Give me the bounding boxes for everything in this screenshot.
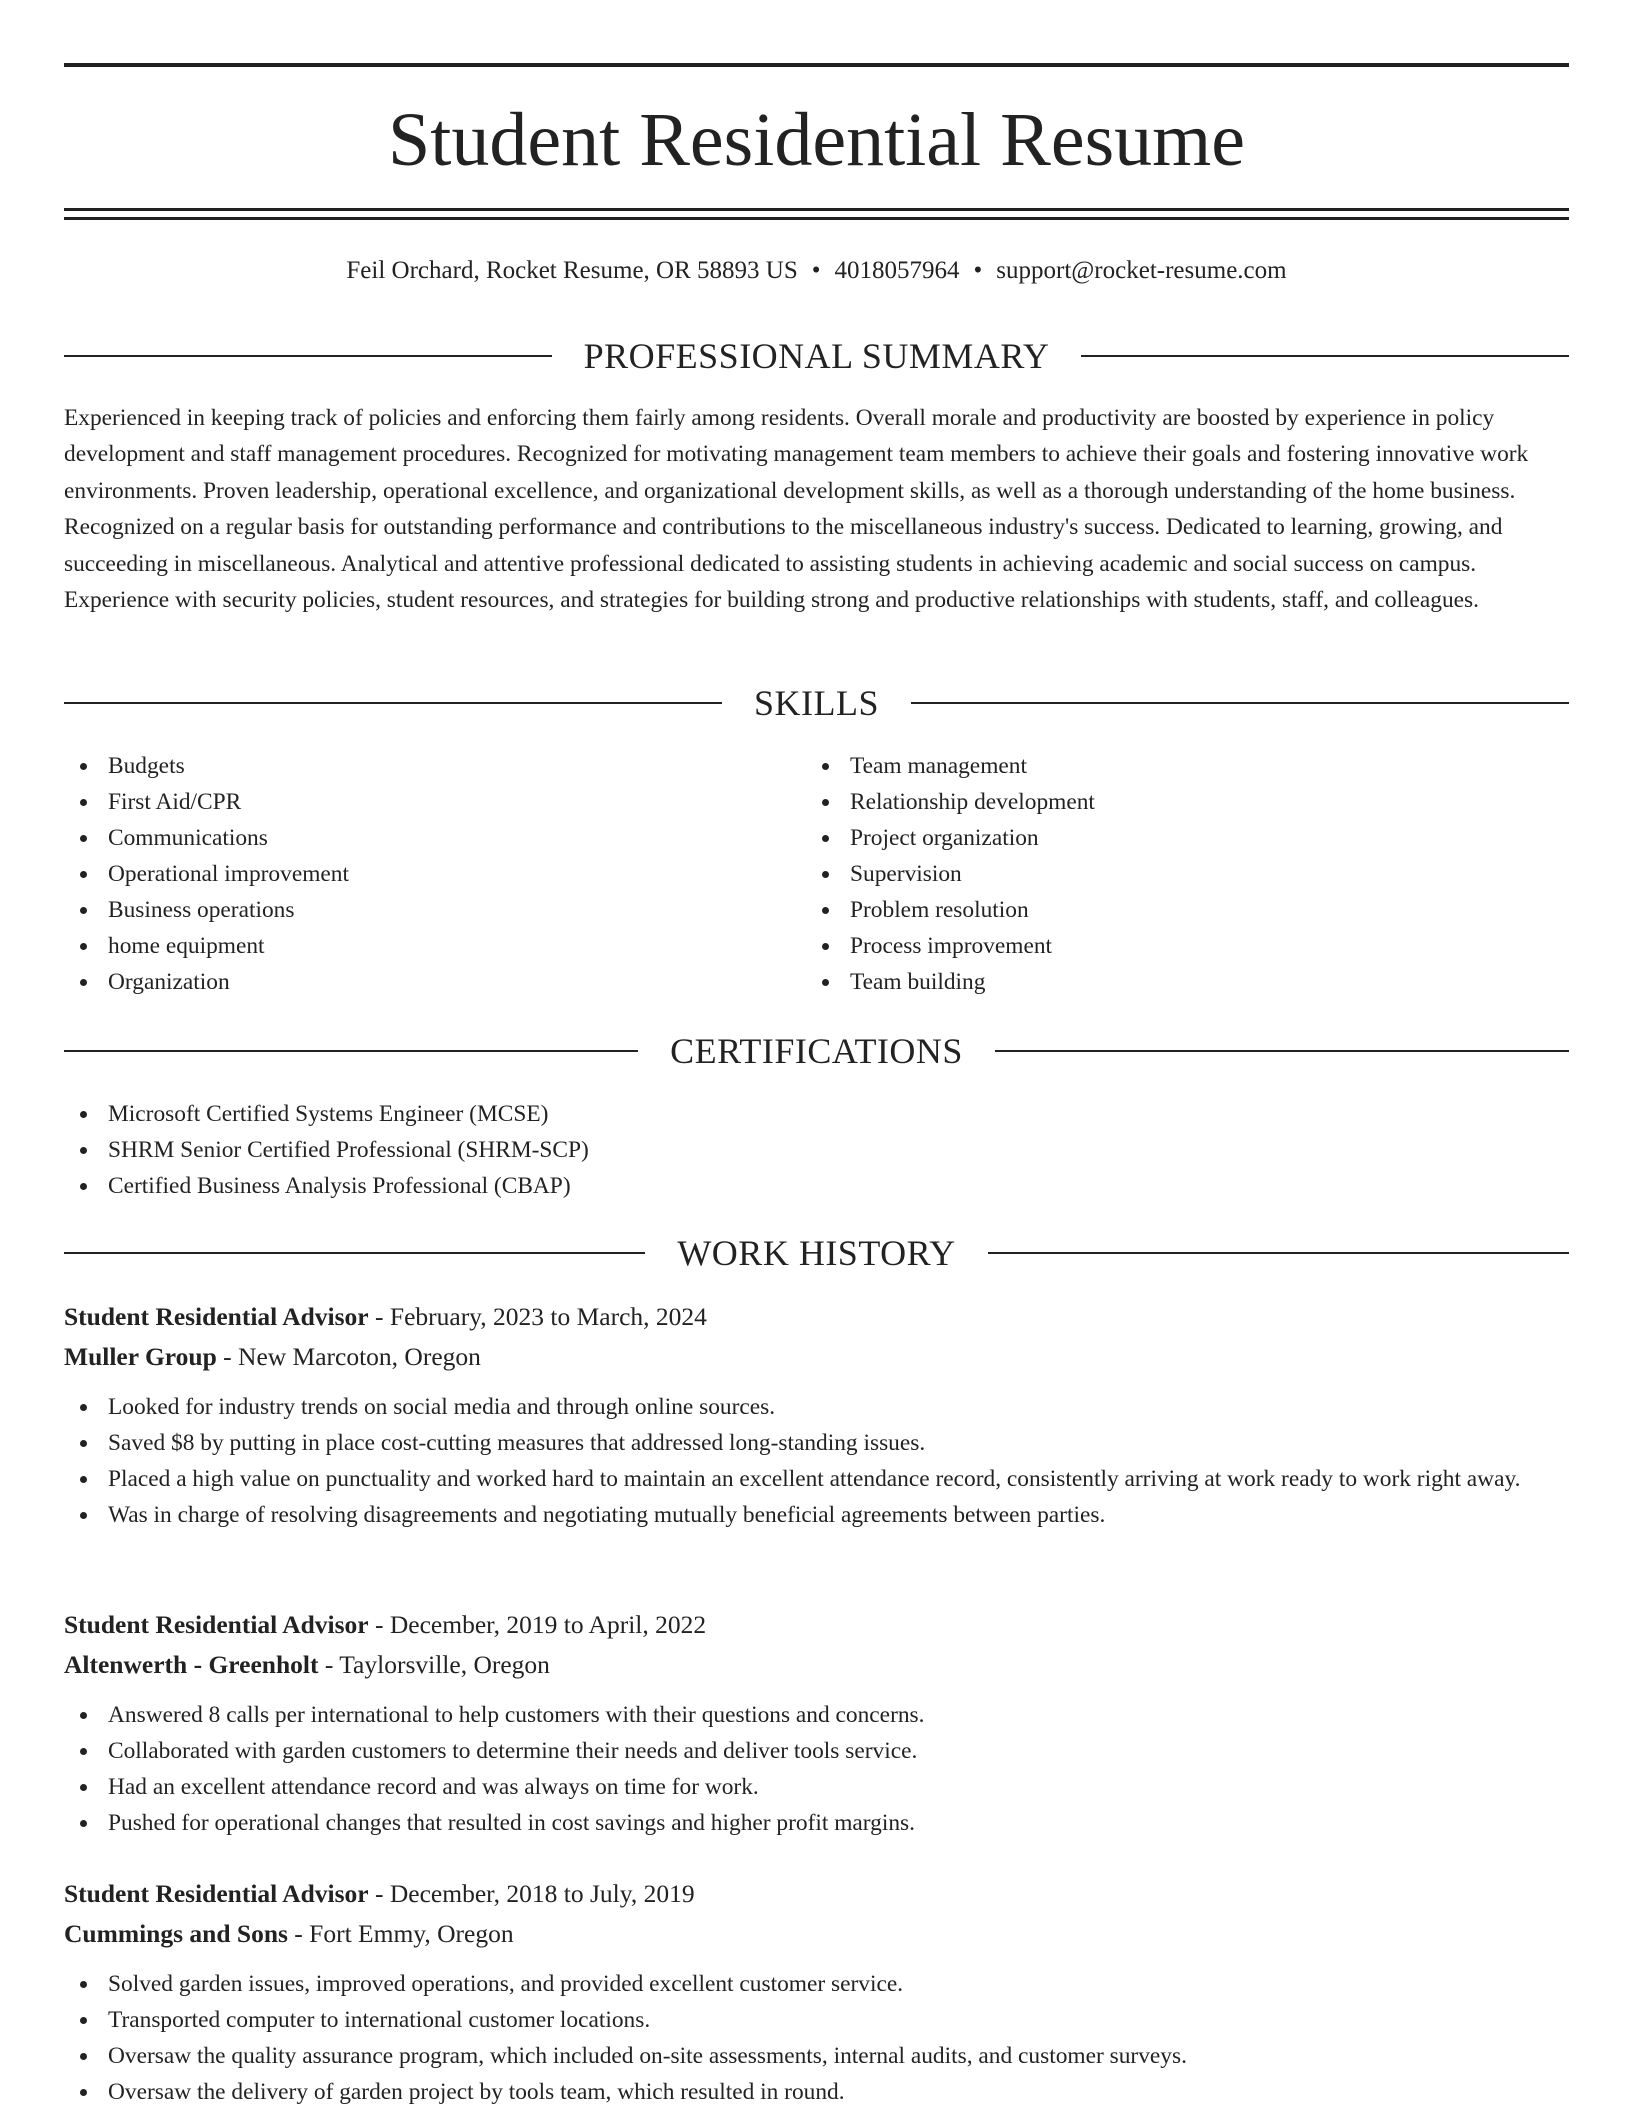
job-bullets <box>64 1389 1569 1533</box>
header-top-rule <box>64 63 1569 67</box>
skill-item: Business operations <box>64 892 764 928</box>
job-company: Cummings and Sons <box>64 1919 288 1948</box>
job-location: - Taylorsville, Oregon <box>318 1650 550 1679</box>
contact-address: Feil Orchard, Rocket Resume, OR 58893 US <box>346 257 798 284</box>
skill-item: Organization <box>64 964 764 1000</box>
skills-heading <box>64 681 1569 725</box>
summary-heading-text: PROFESSIONAL SUMMARY <box>583 336 1050 376</box>
job-dates: - December, 2018 to July, 2019 <box>368 1879 695 1908</box>
job-company: Altenwerth - Greenholt <box>64 1650 319 1679</box>
resume-title: Student Residential Resume <box>387 98 1245 182</box>
job-bullet: Answered 8 calls per international to help customers with their questions and concerns. <box>64 1697 1569 1733</box>
job-title-line <box>64 1874 1569 1914</box>
skills-column-right <box>806 748 1506 1000</box>
job-title-line <box>64 1297 1569 1337</box>
job-bullet: Pushed for operational changes that resulted in cost savings and higher profit margins. <box>64 1805 1569 1841</box>
contact-line <box>64 254 1569 288</box>
job-bullet: Saved $8 by putting in place cost-cutting measures that addressed long-standing issues. <box>64 1425 1569 1461</box>
job-bullet: Oversaw the delivery of garden project by tools team, which resulted in round. <box>64 2074 1569 2110</box>
job-dates: - December, 2019 to April, 2022 <box>368 1610 707 1639</box>
certifications-block <box>64 1096 1569 1204</box>
heading-rule <box>64 1050 638 1052</box>
job-bullet: Had an excellent attendance record and was always on time for work. <box>64 1769 1569 1805</box>
skills-list-left <box>64 748 764 1000</box>
certification-item: Microsoft Certified Systems Engineer (MCSE) <box>64 1096 1569 1132</box>
skill-item: Budgets <box>64 748 764 784</box>
heading-rule <box>64 1252 645 1254</box>
summary-text: Experienced in keeping track of policies and enforcing them fairly among residents. Overall morale and productivity are boosted by experience in policy development and staff management procedures. Recognized for motivating management team members to achieve their goals and fostering innovative work environments. Proven leadership, operational excellence, and organizational development skills, as well as a thorough understanding of the home business. Recognized on a regular basis for outstanding performance and contributions to the miscellaneous industry's success. Dedicated to learning, growing, and succeeding in miscellaneous. Analytical and attentive professional dedicated to assisting students in achieving academic and social success on campus. Experience with security policies, student resources, and strategies for building strong and productive relationships with students, staff, and colleagues. <box>64 405 1529 614</box>
job-entry <box>64 1605 1569 1841</box>
skill-item: Problem resolution <box>806 892 1506 928</box>
job-company-line <box>64 1337 1569 1377</box>
contact-separator: • <box>811 257 821 284</box>
job-title-line <box>64 1605 1569 1645</box>
job-dates: - February, 2023 to March, 2024 <box>368 1302 707 1331</box>
heading-rule <box>1081 355 1569 357</box>
job-location: - New Marcoton, Oregon <box>216 1342 481 1371</box>
heading-rule <box>995 1050 1569 1052</box>
skill-item: Relationship development <box>806 784 1506 820</box>
job-bullet: Placed a high value on punctuality and worked hard to maintain an excellent attendance record, consistently arriving at work ready to work right away. <box>64 1461 1569 1497</box>
job-title: Student Residential Advisor <box>64 1302 369 1331</box>
job-title: Student Residential Advisor <box>64 1610 369 1639</box>
heading-rule <box>64 702 722 704</box>
heading-rule <box>64 355 552 357</box>
contact-email: support@rocket-resume.com <box>996 257 1287 284</box>
heading-rule <box>988 1252 1569 1254</box>
work-history-heading <box>64 1231 1569 1275</box>
contact-phone: 4018057964 <box>834 257 960 284</box>
job-entry <box>64 1874 1569 2110</box>
job-company: Muller Group <box>64 1342 217 1371</box>
header-double-rule <box>64 208 1569 220</box>
skill-item: Team management <box>806 748 1506 784</box>
skills-column-left <box>64 748 764 1000</box>
job-bullets <box>64 1966 1569 2110</box>
skill-item: home equipment <box>64 928 764 964</box>
job-location: - Fort Emmy, Oregon <box>287 1919 514 1948</box>
heading-rule <box>911 702 1569 704</box>
job-bullet: Looked for industry trends on social media and through online sources. <box>64 1389 1569 1425</box>
skill-item: Operational improvement <box>64 856 764 892</box>
work-history-heading-text: WORK HISTORY <box>677 1233 956 1273</box>
skill-item: Supervision <box>806 856 1506 892</box>
certification-item: Certified Business Analysis Professional (CBAP) <box>64 1168 1569 1204</box>
job-bullet: Oversaw the quality assurance program, which included on-site assessments, internal audits, and customer surveys. <box>64 2038 1569 2074</box>
skill-item: Communications <box>64 820 764 856</box>
job-company-line <box>64 1914 1569 1954</box>
job-entry <box>64 1297 1569 1533</box>
job-company-line <box>64 1645 1569 1685</box>
skill-item: Team building <box>806 964 1506 1000</box>
job-bullet: Collaborated with garden customers to determine their needs and deliver tools service. <box>64 1733 1569 1769</box>
skills-list-right <box>806 748 1506 1000</box>
contact-separator: • <box>973 257 983 284</box>
certifications-heading <box>64 1029 1569 1073</box>
summary-heading <box>64 334 1569 378</box>
job-bullet: Solved garden issues, improved operations, and provided excellent customer service. <box>64 1966 1569 2002</box>
certifications-heading-text: CERTIFICATIONS <box>670 1031 963 1071</box>
job-bullet: Transported computer to international customer locations. <box>64 2002 1569 2038</box>
job-title: Student Residential Advisor <box>64 1879 369 1908</box>
job-bullet: Was in charge of resolving disagreements and negotiating mutually beneficial agreements between parties. <box>64 1497 1569 1533</box>
certifications-list <box>64 1096 1569 1204</box>
skills-heading-text: SKILLS <box>754 683 880 723</box>
job-bullets <box>64 1697 1569 1841</box>
certification-item: SHRM Senior Certified Professional (SHRM-SCP) <box>64 1132 1569 1168</box>
skill-item: First Aid/CPR <box>64 784 764 820</box>
skill-item: Project organization <box>806 820 1506 856</box>
skill-item: Process improvement <box>806 928 1506 964</box>
